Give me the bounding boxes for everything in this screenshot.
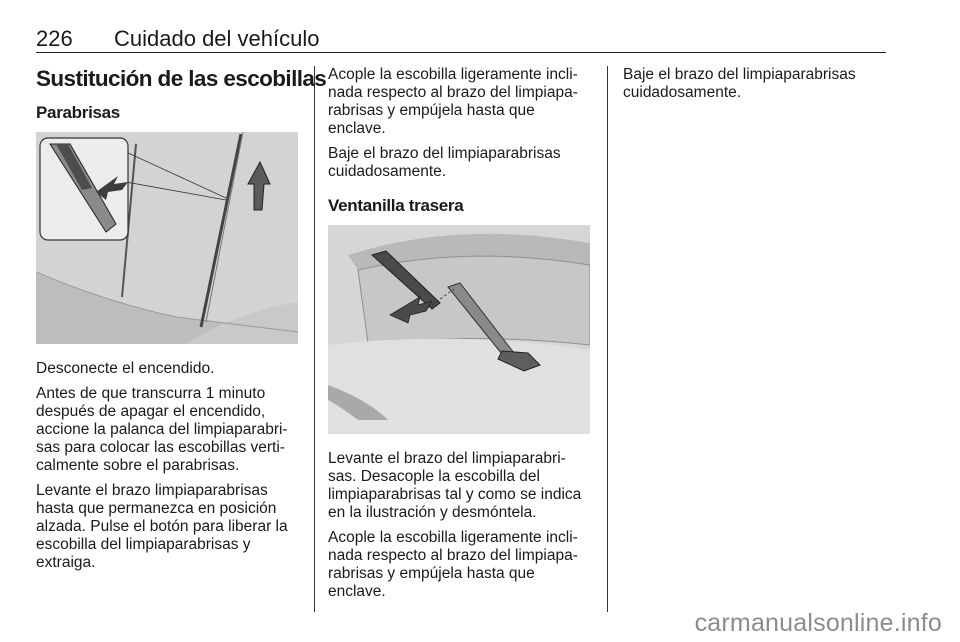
page-header [36,26,886,53]
watermark: carmanualsonline.info [694,609,942,637]
windscreen-wiper-illustration [36,132,298,344]
column-2 [328,66,590,608]
instruction-paragraph: Antes de que transcurra 1 minuto después de apagar el encendido, accione la palanca del limpiaparabri-sas para colocar las escobillas verti-calmente sobre el parabrisas. [36,385,288,474]
instruction-paragraph: Acople la escobilla ligeramente incli-nada respecto al brazo del limpiapa-rabrisas y empújela hasta que enclave. [328,529,578,600]
instruction-paragraph: Levante el brazo del limpiaparabri-sas. Desacople la escobilla del limpiaparabrisas tal y como se indica en la ilustración y desmóntela. [328,450,582,521]
page-number: 226 [36,26,73,51]
instruction-paragraph: Desconecte el encendido. [36,360,215,377]
instruction-paragraph: Levante el brazo limpiaparabrisas hasta que permanezca en posición alzada. Pulse el botón para liberar la escobilla del limpiaparabrisas y extraiga. [36,482,288,571]
section-title: Sustitución de las escobillas [36,66,327,91]
column-divider [314,66,315,612]
subsection-heading-rear-window: Ventanilla trasera [328,196,464,215]
running-title: Cuidado del vehículo [114,26,320,51]
column-3 [623,66,885,109]
instruction-paragraph: Baje el brazo del limpiaparabrisas cuidadosamente. [623,66,856,101]
column-1 [36,66,327,579]
instruction-paragraph: Baje el brazo del limpiaparabrisas cuidadosamente. [328,145,561,180]
column-divider [607,66,608,612]
instruction-paragraph: Acople la escobilla ligeramente incli-nada respecto al brazo del limpiapa-rabrisas y empújela hasta que enclave. [328,66,578,137]
rear-wiper-illustration [328,225,590,434]
subsection-heading-windscreen: Parabrisas [36,103,120,122]
